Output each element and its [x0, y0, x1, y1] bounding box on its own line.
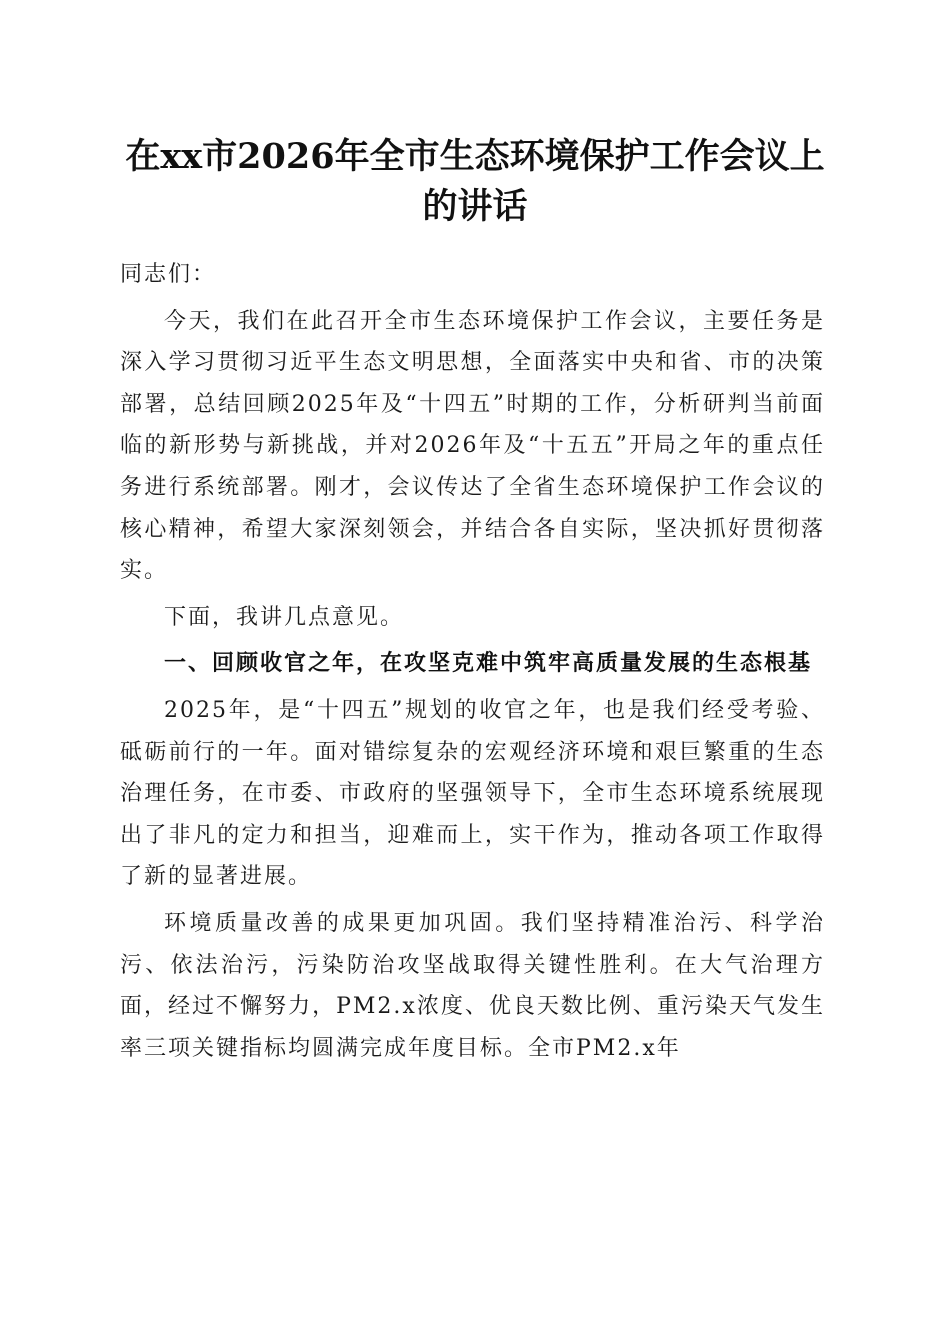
- paragraph-transition: 下面，我讲几点意见。: [164, 604, 405, 630]
- document-title: 在xx市2026年全市生态环境保护工作会议上的讲话: [125, 136, 825, 227]
- paragraph-environment-quality: 环境质量改善的成果更加巩固。我们坚持精准治污、科学治污、依法治污，污染防治攻坚战取得关键性胜利。在大气治理方面，经过不懈努力，PM2.x浓度、优良天数比例、重污染天气发生率三项关键指标均圆满完成年度目标。全市PM2.x年: [120, 910, 825, 1061]
- salutation: 同志们：: [120, 262, 217, 287]
- document-body: [120, 254, 825, 1074]
- paragraph-opening: 今天，我们在此召开全市生态环境保护工作会议，主要任务是深入学习贯彻习近平生态文明思想，全面落实中央和省、市的决策部署，总结回顾2025年及“十四五”时期的工作，分析研判当前面临的新形势与新挑战，并对2026年及“十五五”开局之年的重点任务进行系统部署。刚才，会议传达了全省生态环境保护工作会议的核心精神，希望大家深刻领会，并结合各自实际，坚决抓好贯彻落实。: [120, 308, 825, 584]
- section-heading: 一、回顾收官之年，在攻坚克难中筑牢高质量发展的生态根基: [164, 651, 813, 677]
- paragraph-review: 2025年，是“十四五”规划的收官之年，也是我们经受考验、砥砺前行的一年。面对错综复杂的宏观经济环境和艰巨繁重的生态治理任务，在市委、市政府的坚强领导下，全市生态环境系统展现出了非凡的定力和担当，迎难而上，实干作为，推动各项工作取得了新的显著进展。: [120, 697, 825, 890]
